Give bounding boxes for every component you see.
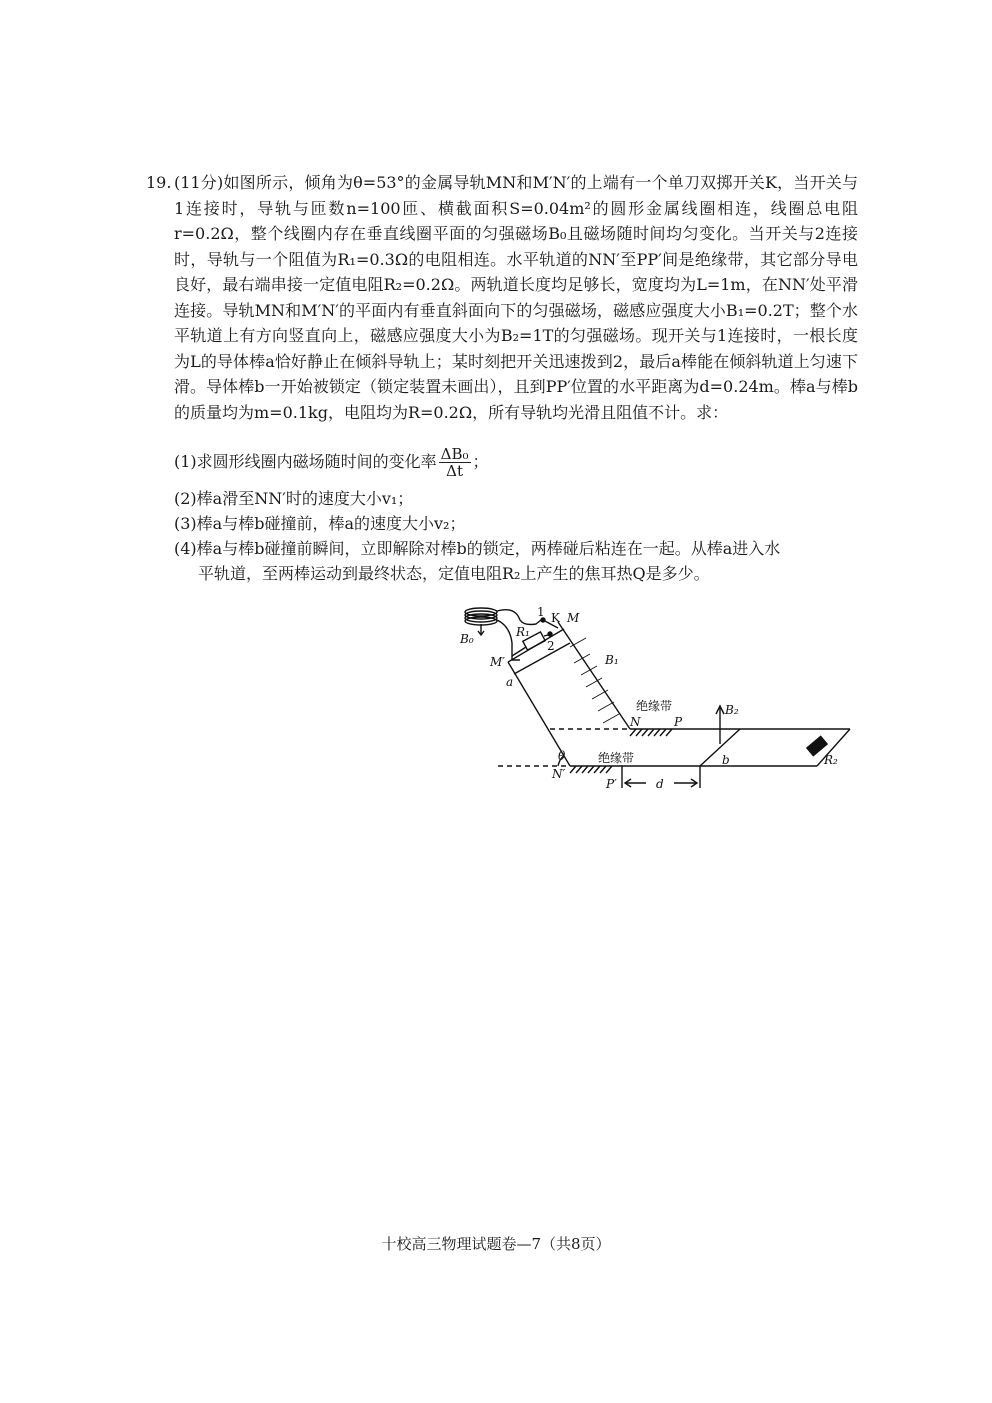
sub1-suffix: ； bbox=[472, 452, 489, 471]
label-switch-2: 2 bbox=[547, 639, 555, 653]
insulation-hatch-top bbox=[630, 729, 672, 736]
question-number: 19. bbox=[146, 173, 172, 192]
sub1-prefix: (1)求圆形线圈内磁场随时间的变化率 bbox=[174, 452, 437, 471]
fraction-denominator: Δt bbox=[446, 462, 464, 480]
label-p: P bbox=[674, 715, 683, 729]
label-insulation-top: 绝缘带 bbox=[636, 699, 673, 713]
label-b: b bbox=[722, 753, 730, 767]
label-n: N bbox=[630, 715, 641, 729]
label-r2: R₂ bbox=[824, 753, 838, 767]
label-p-prime: P′ bbox=[606, 777, 617, 791]
label-switch-k: K bbox=[551, 611, 560, 625]
sub-question-3: (3)棒a与棒b碰撞前，棒a的速度大小v₂； bbox=[174, 514, 466, 533]
label-b2: B₂ bbox=[725, 703, 739, 717]
coil-icon bbox=[465, 608, 497, 635]
label-d: d bbox=[656, 777, 664, 791]
label-insulation-bottom: 绝缘带 bbox=[598, 751, 635, 765]
rate-fraction bbox=[439, 446, 471, 479]
label-b1: B₁ bbox=[605, 653, 619, 667]
label-a: a bbox=[506, 675, 514, 689]
label-b0: B₀ bbox=[460, 632, 474, 646]
sub-question-2: (2)棒a滑至NN′时的速度大小v₁； bbox=[174, 489, 414, 508]
sub-question-4-line-1: (4)棒a与棒b碰撞前瞬间，立即解除对棒b的锁定，两棒碰后粘连在一起。从棒a进入水 bbox=[174, 539, 781, 558]
question-paragraph: (11分)如图所示，倾角为θ=53°的金属导轨MN和M′N′的上端有一个单刀双掷开关K，当开关与1连接时，导轨与匝数n=100匝、横截面积S=0.04m²的圆形金属线圈相连，线圈总电阻r=0.2Ω，整个线圈内存在垂直线圈平面的匀强磁场B₀且磁场随时间均匀变化。当开关与2连接时，导轨与一个阻值为R₁=0.3Ω的电阻相连。水平轨道的NN′至PP′间是绝缘带，其它部分导电良好，最右端串接一定值电阻R₂=0.2Ω。两轨道长度均足够长，宽度均为L=1m，在NN′处平滑连接。导轨MN和M′N′的平面内有垂直斜面向下的匀强磁场，磁感应强度大小B₁=0.2T；整个水平轨道上有方向竖直向上，磁感应强度大小为B₂=1T的匀强磁场。现开关与1连接时，一根长度为L的导体棒a恰好静止在倾斜导轨上；某时刻把开关迅速拨到2，最后a棒能在倾斜轨道上匀速下滑。导体棒b一开始被锁定（锁定装置未画出），且到PP′位置的水平距离为d=0.24m。棒a与棒b的质量均为m=0.1kg，电阻均为R=0.2Ω，所有导轨均光滑且阻值不计。求： bbox=[174, 173, 858, 422]
insulation-hatch-bottom bbox=[570, 766, 612, 773]
label-m: M bbox=[567, 611, 580, 625]
label-m-prime: M′ bbox=[490, 655, 506, 669]
sub-question-1 bbox=[174, 446, 858, 479]
label-n-prime: N′ bbox=[552, 767, 566, 781]
label-switch-1: 1 bbox=[537, 605, 545, 619]
fraction-numerator: ΔB₀ bbox=[440, 445, 469, 463]
sub-question-4-line-2: 平轨道，至两棒运动到最终状态，定值电阻R₂上产生的焦耳热Q是多少。 bbox=[198, 564, 710, 583]
label-theta: θ bbox=[558, 749, 566, 763]
label-r1: R₁ bbox=[516, 625, 530, 639]
physics-diagram bbox=[440, 598, 860, 798]
page-footer: 十校高三物理试题卷—7（共8页） bbox=[381, 1235, 611, 1253]
